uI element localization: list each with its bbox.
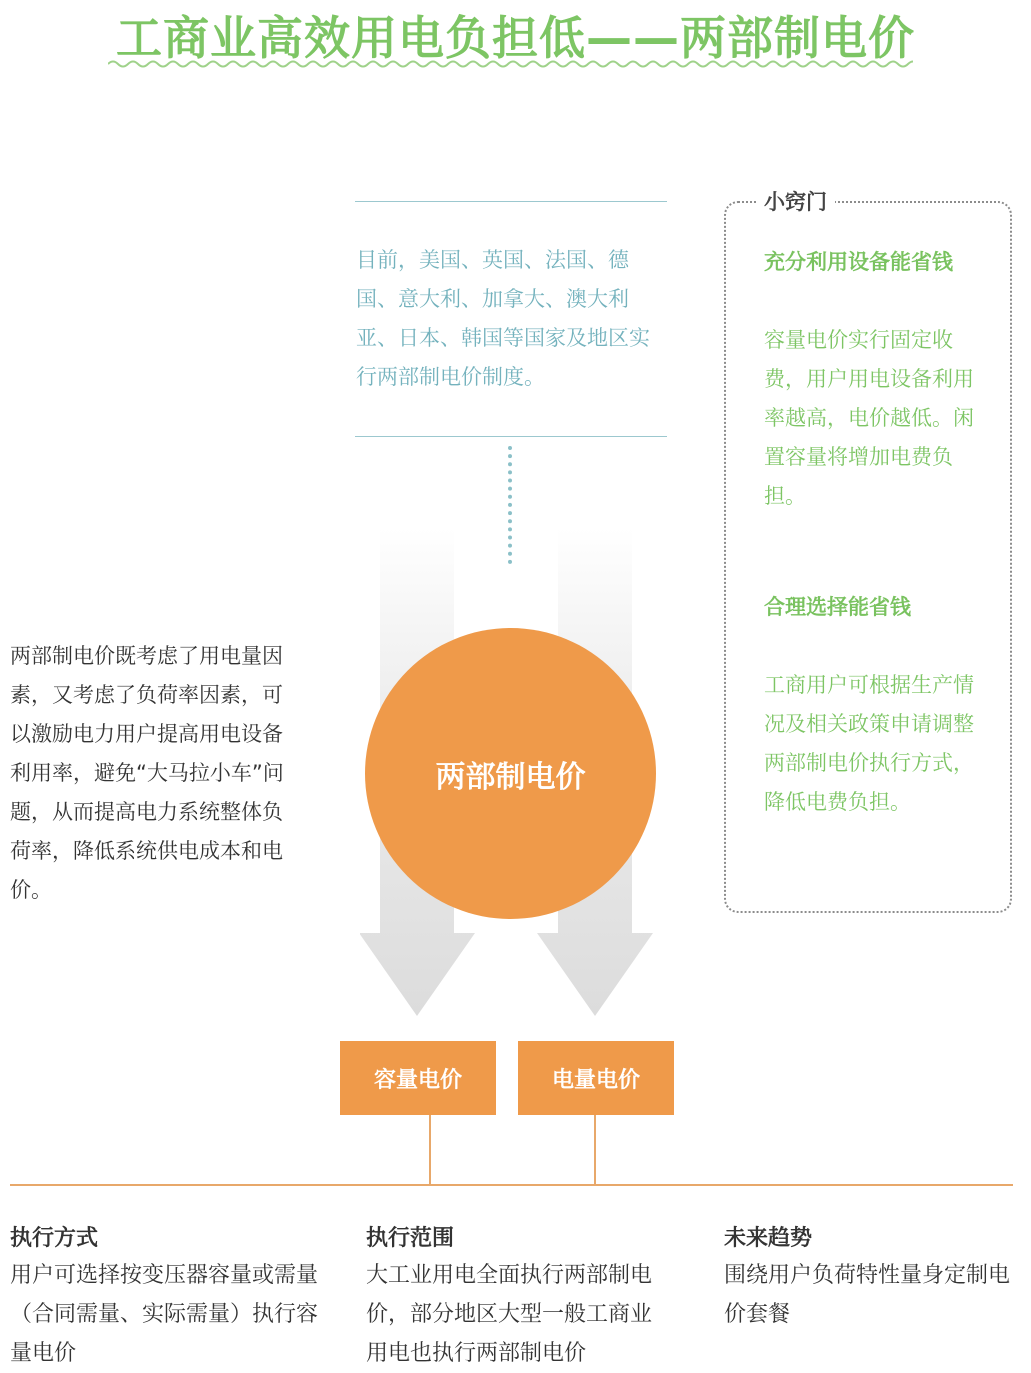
center-label: 两部制电价 xyxy=(435,759,586,795)
note-bottom-rule xyxy=(355,436,667,437)
column-text-trend: 围绕用户负荷特性量身定制电价套餐 xyxy=(724,1263,1011,1327)
pricing-description: 两部制电价既考虑了用电量因素，又考虑了负荷率因素，可以激励电力用户提高用电设备利用率，避免“大马拉小车”问题，从而提高电力系统整体负荷率，降低系统供电成本和电价。 xyxy=(10,644,284,902)
note-top-rule xyxy=(355,201,667,202)
energy-price-box: 电量电价 xyxy=(518,1041,674,1115)
tip-heading: 合理选择能省钱 xyxy=(764,595,911,619)
capacity-price-box: 容量电价 xyxy=(340,1041,496,1115)
page-title: 工商业高效用电负担低——两部制电价 xyxy=(116,11,915,65)
tips-title: 小窍门 xyxy=(756,186,835,216)
connector-line xyxy=(594,1115,596,1185)
column-heading-scope: 执行范围 xyxy=(366,1226,455,1251)
column-text-method: 用户可选择按变压器容量或需量（合同需量、实际需量）执行容量电价 xyxy=(10,1263,319,1366)
center-circle xyxy=(365,628,656,919)
country-note: 目前，美国、英国、法国、德国、意大利、加拿大、澳大利亚、日本、韩国等国家及地区实行两部制电价制度。 xyxy=(356,248,650,389)
connector-line xyxy=(429,1115,431,1185)
column-heading-method: 执行方式 xyxy=(10,1226,99,1251)
column-heading-trend: 未来趋势 xyxy=(724,1226,813,1251)
column-text-scope: 大工业用电全面执行两部制电价，部分地区大型一般工商业用电也执行两部制电价 xyxy=(366,1263,653,1366)
tip-text: 工商用户可根据生产情况及相关政策申请调整两部制电价执行方式，降低电费负担。 xyxy=(764,673,974,814)
title-wave-underline xyxy=(108,58,913,70)
tip-heading: 充分利用设备能省钱 xyxy=(764,250,953,274)
tip-text: 容量电价实行固定收费，用户用电设备利用率越高，电价越低。闲置容量将增加电费负担。 xyxy=(764,328,974,508)
base-rule xyxy=(10,1184,1013,1186)
